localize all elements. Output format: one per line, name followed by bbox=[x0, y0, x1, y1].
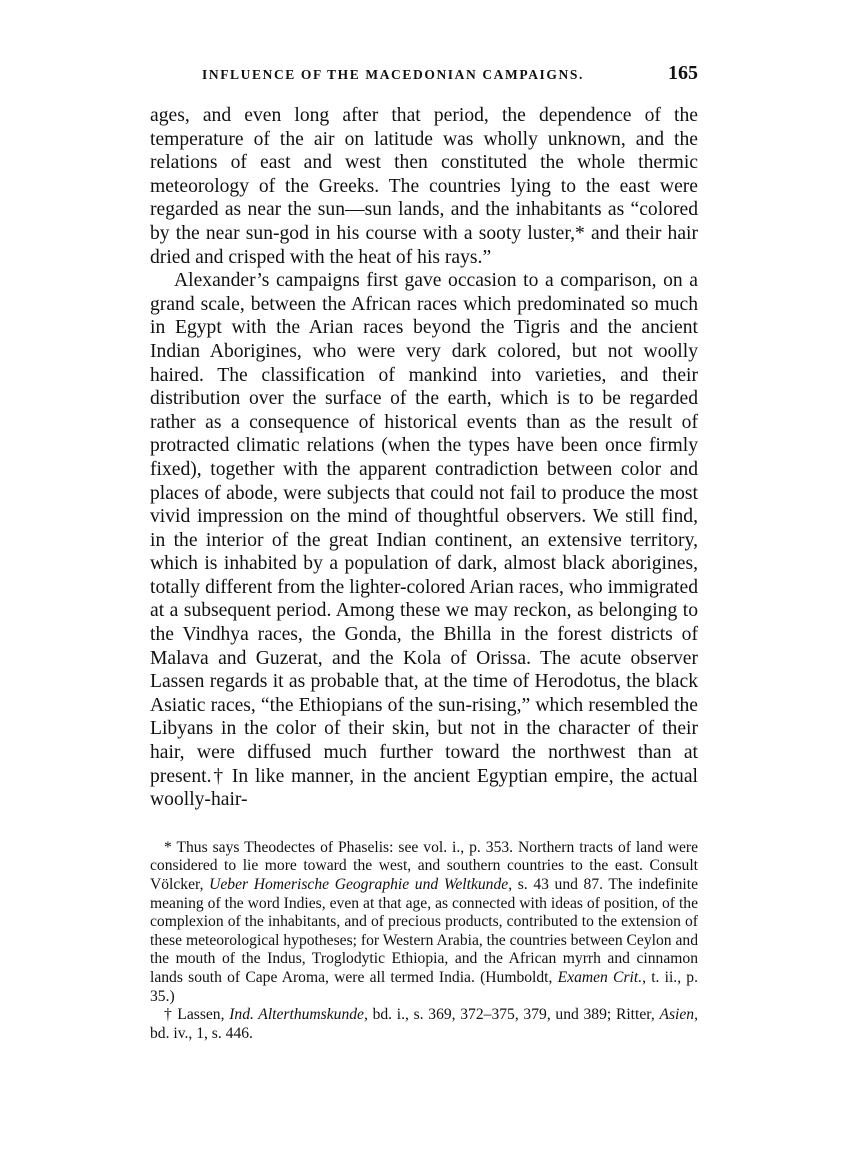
footnote-italic-title: Ueber Homerische Geographie und Weltkunde bbox=[209, 876, 509, 893]
footnote-italic-title: Asien bbox=[659, 1006, 695, 1024]
book-page bbox=[150, 62, 698, 1043]
paragraph: ages, and even long after that period, the dependence of the temperature of the air on latitude was wholly unknown, and the relations of east and west then constituted the whole thermic meteorology of the Greeks. The countries lying to the east were regarded as near the sun—sun lands, and the inhabitants as “colored by the near sun-god in his course with a sooty luster,* and their hair dried and crisped with the heat of his rays.” bbox=[150, 105, 698, 268]
paragraph: Alexander’s campaigns first gave occasion to a comparison, on a grand scale, between the African races which predominated so much in Egypt with the Arian races beyond the Tigris and the ancient Indian Aborigines, who were very dark colored, but not woolly haired. The classification of mankind into varieties, and their distribution over the surface of the earth, which is to be regarded rather as a consequence of historical events than as the result of protracted climatic relations (when the types have been once firmly fixed), together with the apparent contradiction between color and places of abode, were subjects that could not fail to produce the most vivid impression on the mind of thoughtful observers. We still find, in the interior of the great Indian continent, an extensive territory, which is inhabited by a population of dark, almost black aborigines, totally different from the lighter-colored Arian races, who immigrated at a subsequent period. Among these we may reckon, as belonging to the Vindhya races, the Gonda, the Bhilla in the forest districts of Malava and Guzerat, and the Kola of Orissa. The acute observer Lassen regards it as probable that, at the time of Herodotus, the black Asiatic races, “the Ethiopians of the sun-rising,” which resembled the Libyans in the color of their skin, but not in the character of their hair, were diffused much further toward the northwest than at present.† In like manner, in the ancient Egyptian empire, the actual woolly-hair- bbox=[150, 270, 698, 811]
footnote-text: , bd. iv., 1, s. 446. bbox=[150, 1006, 698, 1042]
running-head: INFLUENCE OF THE MACEDONIAN CAMPAIGNS. bbox=[202, 67, 584, 82]
page-header bbox=[150, 62, 698, 92]
body-text bbox=[150, 104, 698, 812]
footnote-text: * Thus says Theodectes of Phaselis: see vol. i., p. 353. Northern tracts of land were considered to lie more toward the west, and southern countries to the east. Consult Völcker, bbox=[150, 838, 698, 893]
footnote-text: † Lassen, bbox=[164, 1006, 230, 1024]
footnotes bbox=[150, 839, 698, 1044]
footnote-italic-title: Examen Crit. bbox=[557, 968, 643, 986]
footnote-italic-title: Ind. Alterthumskunde bbox=[229, 1006, 364, 1024]
footnote-text: , t. ii., p. 35.) bbox=[150, 968, 699, 1005]
footnote-text: , s. 43 und 87. The indefinite meaning of the word Indies, even at that age, as connected with ideas of position, of the complexion of the inhabitants, and of precious products, contributed to the extension of these meteorological hypotheses; for Western Arabia, the countries between Ceylon and the mouth of the Indus, Troglodytic Ethiopia, and the African myrrh and cinnamon lands south of Cape Aroma, were all termed India. (Humboldt, bbox=[150, 876, 698, 986]
footnote bbox=[150, 839, 698, 1006]
footnote-text: , bd. i., s. 369, 372–375, 379, und 389; Ritter, bbox=[363, 1006, 660, 1024]
footnote bbox=[150, 1006, 698, 1043]
page-number: 165 bbox=[668, 62, 698, 84]
